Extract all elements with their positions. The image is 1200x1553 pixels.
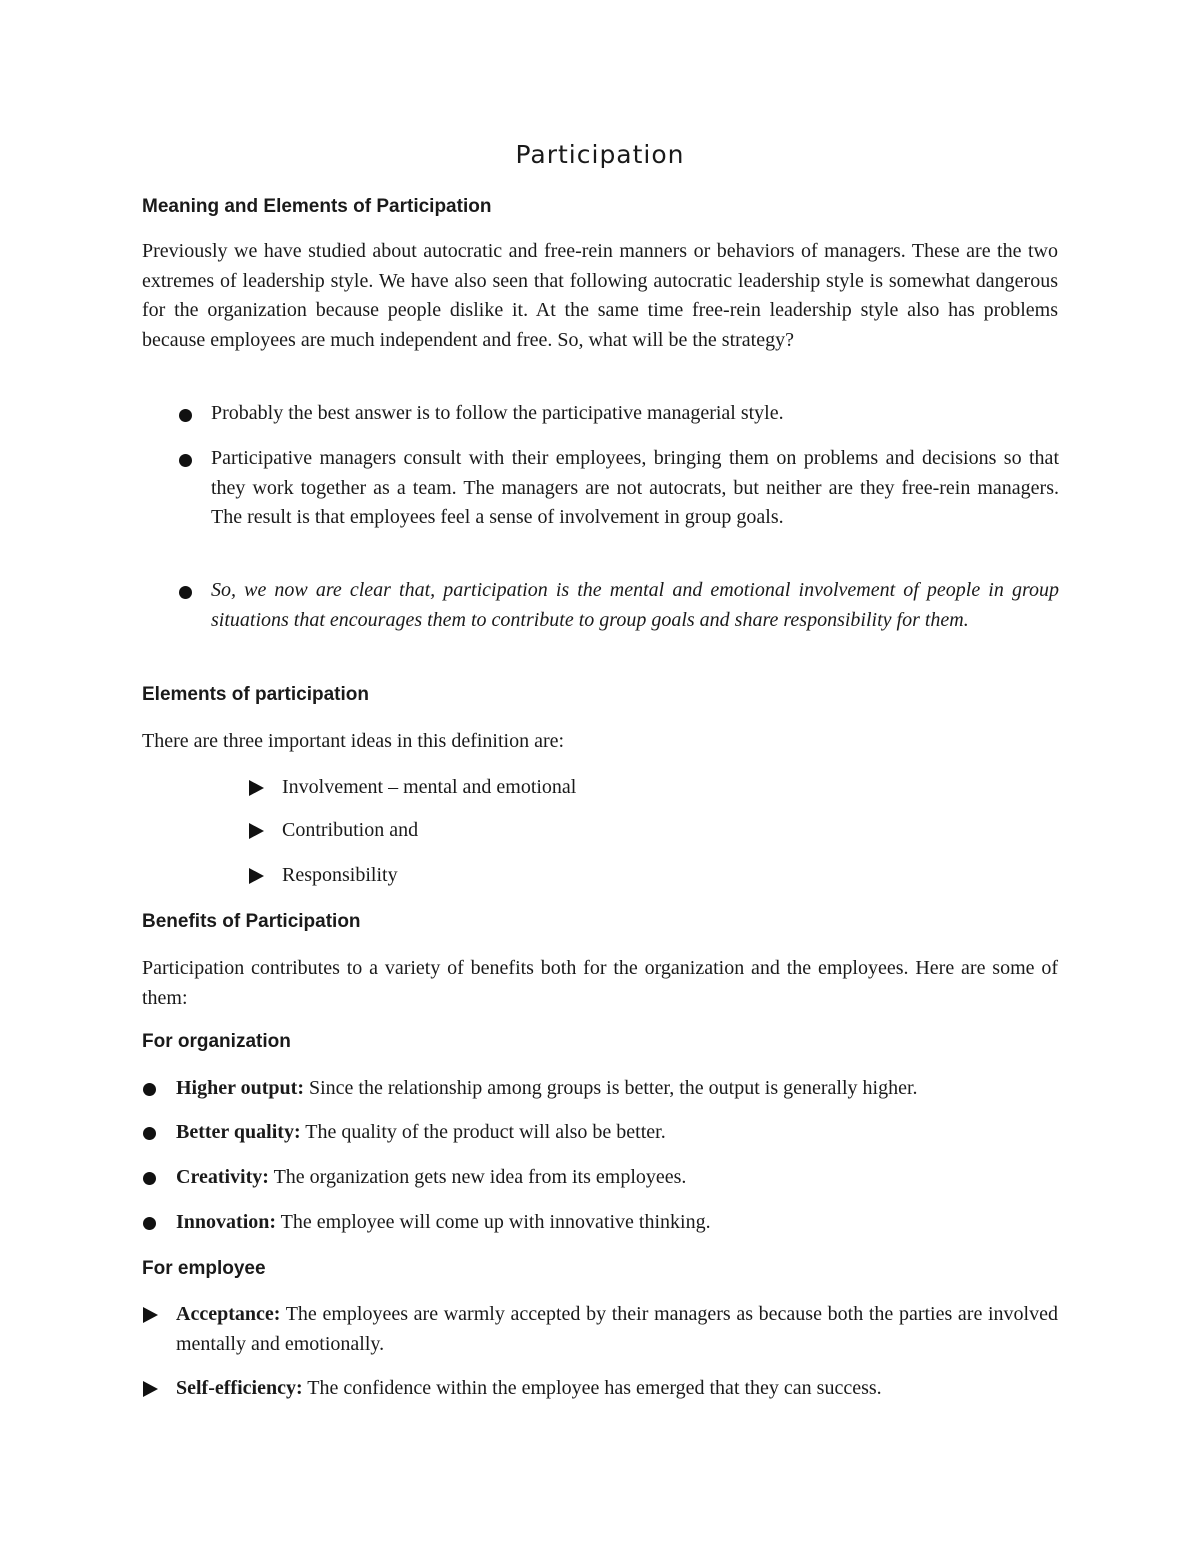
benefit-text xyxy=(176,1208,1058,1238)
benefit-text xyxy=(176,1374,1058,1404)
benefit-term: Acceptance: xyxy=(176,1303,281,1325)
page-title: Participation xyxy=(515,140,685,169)
element-text: Responsibility xyxy=(282,864,398,886)
arrow-bullet-icon xyxy=(249,823,264,839)
arrow-bullet-icon xyxy=(143,1381,158,1397)
benefit-text xyxy=(176,1163,1058,1193)
section-heading-benefits: Benefits of Participation xyxy=(142,911,361,932)
bullet-text: Participative managers consult with their employees, bringing them on problems and decisions so that they work together as a team. The managers are not autocrats, but neither are they free-rein managers. The result is that employees feel a sense of involvement in group goals. xyxy=(211,447,1059,528)
benefit-description: Since the relationship among groups is better, the output is generally higher. xyxy=(303,1077,918,1099)
arrow-bullet-icon xyxy=(249,868,264,884)
bullet-dot-icon xyxy=(143,1127,156,1140)
benefit-term: Innovation: xyxy=(176,1211,277,1233)
benefit-term: Creativity: xyxy=(176,1166,269,1188)
benefit-description: The organization gets new idea from its employees. xyxy=(268,1166,687,1188)
section-heading-organization: For organization xyxy=(142,1031,291,1052)
bullet-dot-icon xyxy=(179,454,192,467)
benefit-text xyxy=(176,1074,1058,1104)
bullet-dot-icon xyxy=(179,409,192,422)
element-text: Contribution and xyxy=(282,819,419,841)
bullet-dot-icon xyxy=(179,586,192,599)
element-text: Involvement – mental and emotional xyxy=(282,776,577,798)
benefit-description: The employee will come up with innovative thinking. xyxy=(276,1211,711,1233)
section-heading-employee: For employee xyxy=(142,1258,266,1279)
arrow-bullet-icon xyxy=(249,780,264,796)
benefit-text xyxy=(176,1300,1058,1359)
benefit-description: The confidence within the employee has emerged that they can success. xyxy=(302,1377,882,1399)
bullet-text: Probably the best answer is to follow the participative managerial style. xyxy=(211,402,784,424)
section-heading-meaning: Meaning and Elements of Participation xyxy=(142,196,492,217)
section-heading-elements: Elements of participation xyxy=(142,684,369,705)
bullet-dot-icon xyxy=(143,1172,156,1185)
benefit-term: Self-efficiency: xyxy=(176,1377,303,1399)
elements-intro: There are three important ideas in this definition are: xyxy=(142,730,565,752)
intro-paragraph: Previously we have studied about autocratic and free-rein manners or behaviors of managers. These are the two extremes of leadership style. We have also seen that following autocratic leadership style is somewhat dangerous for the organization because people dislike it. At the same time free-rein leadership style also has problems because employees are much independent and free. So, what will be the strategy? xyxy=(142,240,1058,351)
benefit-term: Higher output: xyxy=(176,1077,304,1099)
benefit-term: Better quality: xyxy=(176,1121,301,1143)
bullet-dot-icon xyxy=(143,1083,156,1096)
arrow-bullet-icon xyxy=(143,1307,158,1323)
benefits-intro: Participation contributes to a variety of benefits both for the organization and the employees. Here are some of them: xyxy=(142,957,1058,1009)
bullet-dot-icon xyxy=(143,1217,156,1230)
benefit-description: The employees are warmly accepted by their managers as because both the parties are involved mentally and emotionally. xyxy=(176,1303,1058,1355)
benefit-text xyxy=(176,1118,1058,1148)
bullet-text-definition: So, we now are clear that, participation is the mental and emotional involvement of people in group situations that encourages them to contribute to group goals and share responsibility for them. xyxy=(211,579,1059,631)
benefit-description: The quality of the product will also be better. xyxy=(300,1121,666,1143)
